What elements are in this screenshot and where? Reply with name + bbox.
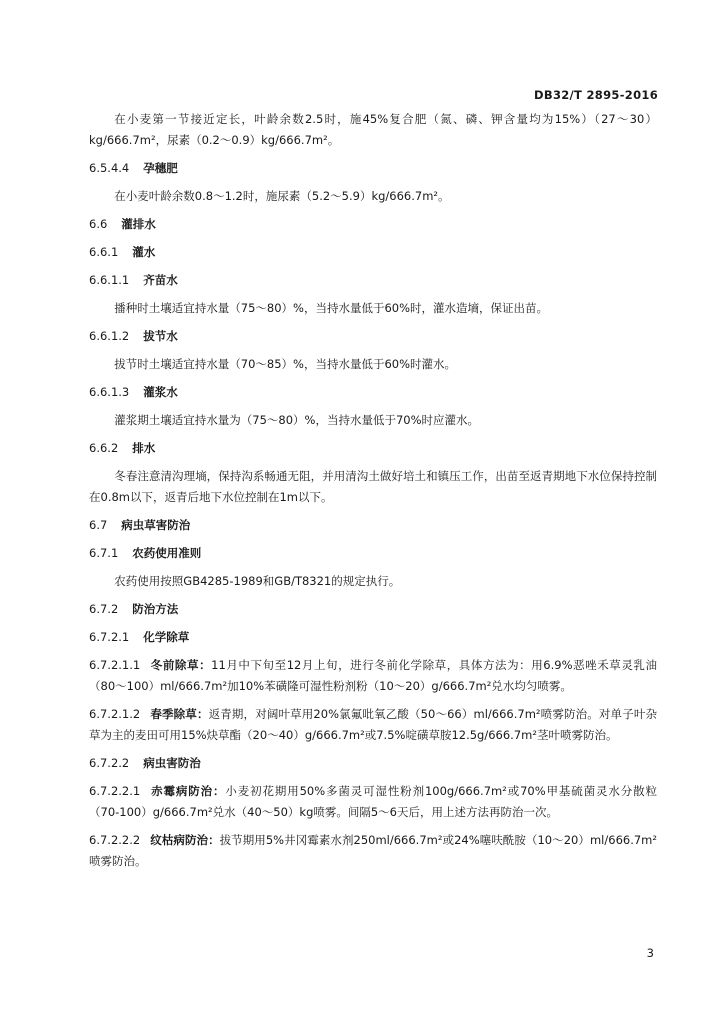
clause-text: 拔节期用5%井冈霉素水剂250ml/666.7m²或24%噻呋酰胺（10～20）ml/666.7m²喷雾防治。 [89, 833, 657, 868]
section-title: 病虫害防治 [143, 756, 201, 770]
numbered-clause [89, 781, 657, 823]
section-number: 6.7.2.2 [89, 756, 130, 770]
section-title: 灌浆水 [143, 385, 178, 399]
section-title: 化学除草 [143, 630, 190, 644]
section-number: 6.7.2.1 [89, 630, 130, 644]
paragraph: 拔节时土壤适宜持水量（70～85）%，当持水量低于60%时灌水。 [114, 357, 457, 371]
section-title: 孕穗肥 [143, 161, 178, 175]
clause-lead: 赤霉病防治： [150, 784, 226, 798]
section-number: 6.6.1.1 [89, 273, 130, 287]
section-heading [89, 382, 657, 403]
section-title: 灌水 [132, 245, 156, 259]
section-number: 6.6 [89, 217, 108, 231]
section-heading [89, 438, 657, 459]
section-heading [89, 326, 657, 347]
section-heading [89, 242, 657, 263]
section-number: 6.6.2 [89, 441, 119, 455]
document-code: DB32/T 2895-2016 [534, 88, 658, 102]
section-title: 病虫草害防治 [121, 518, 191, 532]
document-body [89, 109, 657, 872]
section-title: 防治方法 [132, 602, 179, 616]
paragraph: 在小麦第一节接近定长，叶龄余数2.5时，施45%复合肥（氮、磷、钾含量均为15%）（27～30）kg/666.7m²，尿素（0.2～0.9）kg/666.7m²。 [89, 112, 657, 147]
section-title: 灌排水 [121, 217, 156, 231]
clause-number: 6.7.2.2.2 [89, 833, 141, 847]
paragraph: 灌浆期土壤适宜持水量为（75～80）%，当持水量低于70%时应灌水。 [114, 413, 480, 427]
paragraph: 农药使用按照GB4285-1989和GB/T8321的规定执行。 [114, 574, 401, 588]
section-title: 拔节水 [143, 329, 178, 343]
section-heading [89, 214, 657, 235]
clause-lead: 纹枯病防治： [150, 833, 220, 847]
clause-text: 返青期，对阔叶草用20%氯氟吡氧乙酸（50～66）ml/666.7m²喷雾防治。对单子叶杂草为主的麦田可用15%炔草酯（20～40）g/666.7m²或7.5%啶磺草胺12.5g/666.7m²茎叶喷雾防治。 [89, 707, 657, 742]
section-number: 6.5.4.4 [89, 161, 130, 175]
numbered-clause [89, 655, 657, 697]
section-title: 农药使用准则 [132, 546, 202, 560]
clause-number: 6.7.2.1.2 [89, 707, 141, 721]
section-title: 齐苗水 [143, 273, 178, 287]
section-number: 6.7.2 [89, 602, 119, 616]
clause-lead: 春季除草： [150, 707, 209, 721]
section-heading [89, 599, 657, 620]
section-heading [89, 627, 657, 648]
page-number: 3 [646, 946, 654, 960]
section-title: 排水 [132, 441, 156, 455]
clause-number: 6.7.2.1.1 [89, 658, 141, 672]
paragraph: 播种时土壤适宜持水量（75～80）%，当持水量低于60%时，灌水造墒，保证出苗。 [114, 301, 549, 315]
section-number: 6.6.1.3 [89, 385, 130, 399]
clause-lead: 冬前除草： [150, 658, 212, 672]
section-number: 6.6.1 [89, 245, 119, 259]
section-number: 6.6.1.2 [89, 329, 130, 343]
section-number: 6.7 [89, 518, 108, 532]
section-heading [89, 158, 657, 179]
paragraph: 冬春注意清沟理墒，保持沟系畅通无阻，并用清沟土做好培土和镇压工作，出苗至返青期地下水位保持控制在0.8m以下，返青后地下水位控制在1m以下。 [89, 469, 657, 504]
clause-text: 11月中下旬至12月上旬，进行冬前化学除草，具体方法为：用6.9%恶唑禾草灵乳油（80～100）ml/666.7m²加10%苯磺隆可湿性粉剂粉（10～20）g/666.7m²兑水均匀喷雾。 [89, 658, 657, 693]
paragraph: 在小麦叶龄余数0.8～1.2时，施尿素（5.2～5.9）kg/666.7m²。 [114, 189, 450, 203]
section-heading [89, 270, 657, 291]
section-heading [89, 753, 657, 774]
section-heading [89, 543, 657, 564]
clause-text: 小麦初花期用50%多菌灵可湿性粉剂100g/666.7m²或70%甲基硫菌灵水分散粒（70-100）g/666.7m²兑水（40～50）kg喷雾。间隔5～6天后，用上述方法再防治一次。 [89, 784, 657, 819]
clause-number: 6.7.2.2.1 [89, 784, 141, 798]
section-number: 6.7.1 [89, 546, 119, 560]
numbered-clause [89, 704, 657, 746]
section-heading [89, 515, 657, 536]
numbered-clause [89, 830, 657, 872]
